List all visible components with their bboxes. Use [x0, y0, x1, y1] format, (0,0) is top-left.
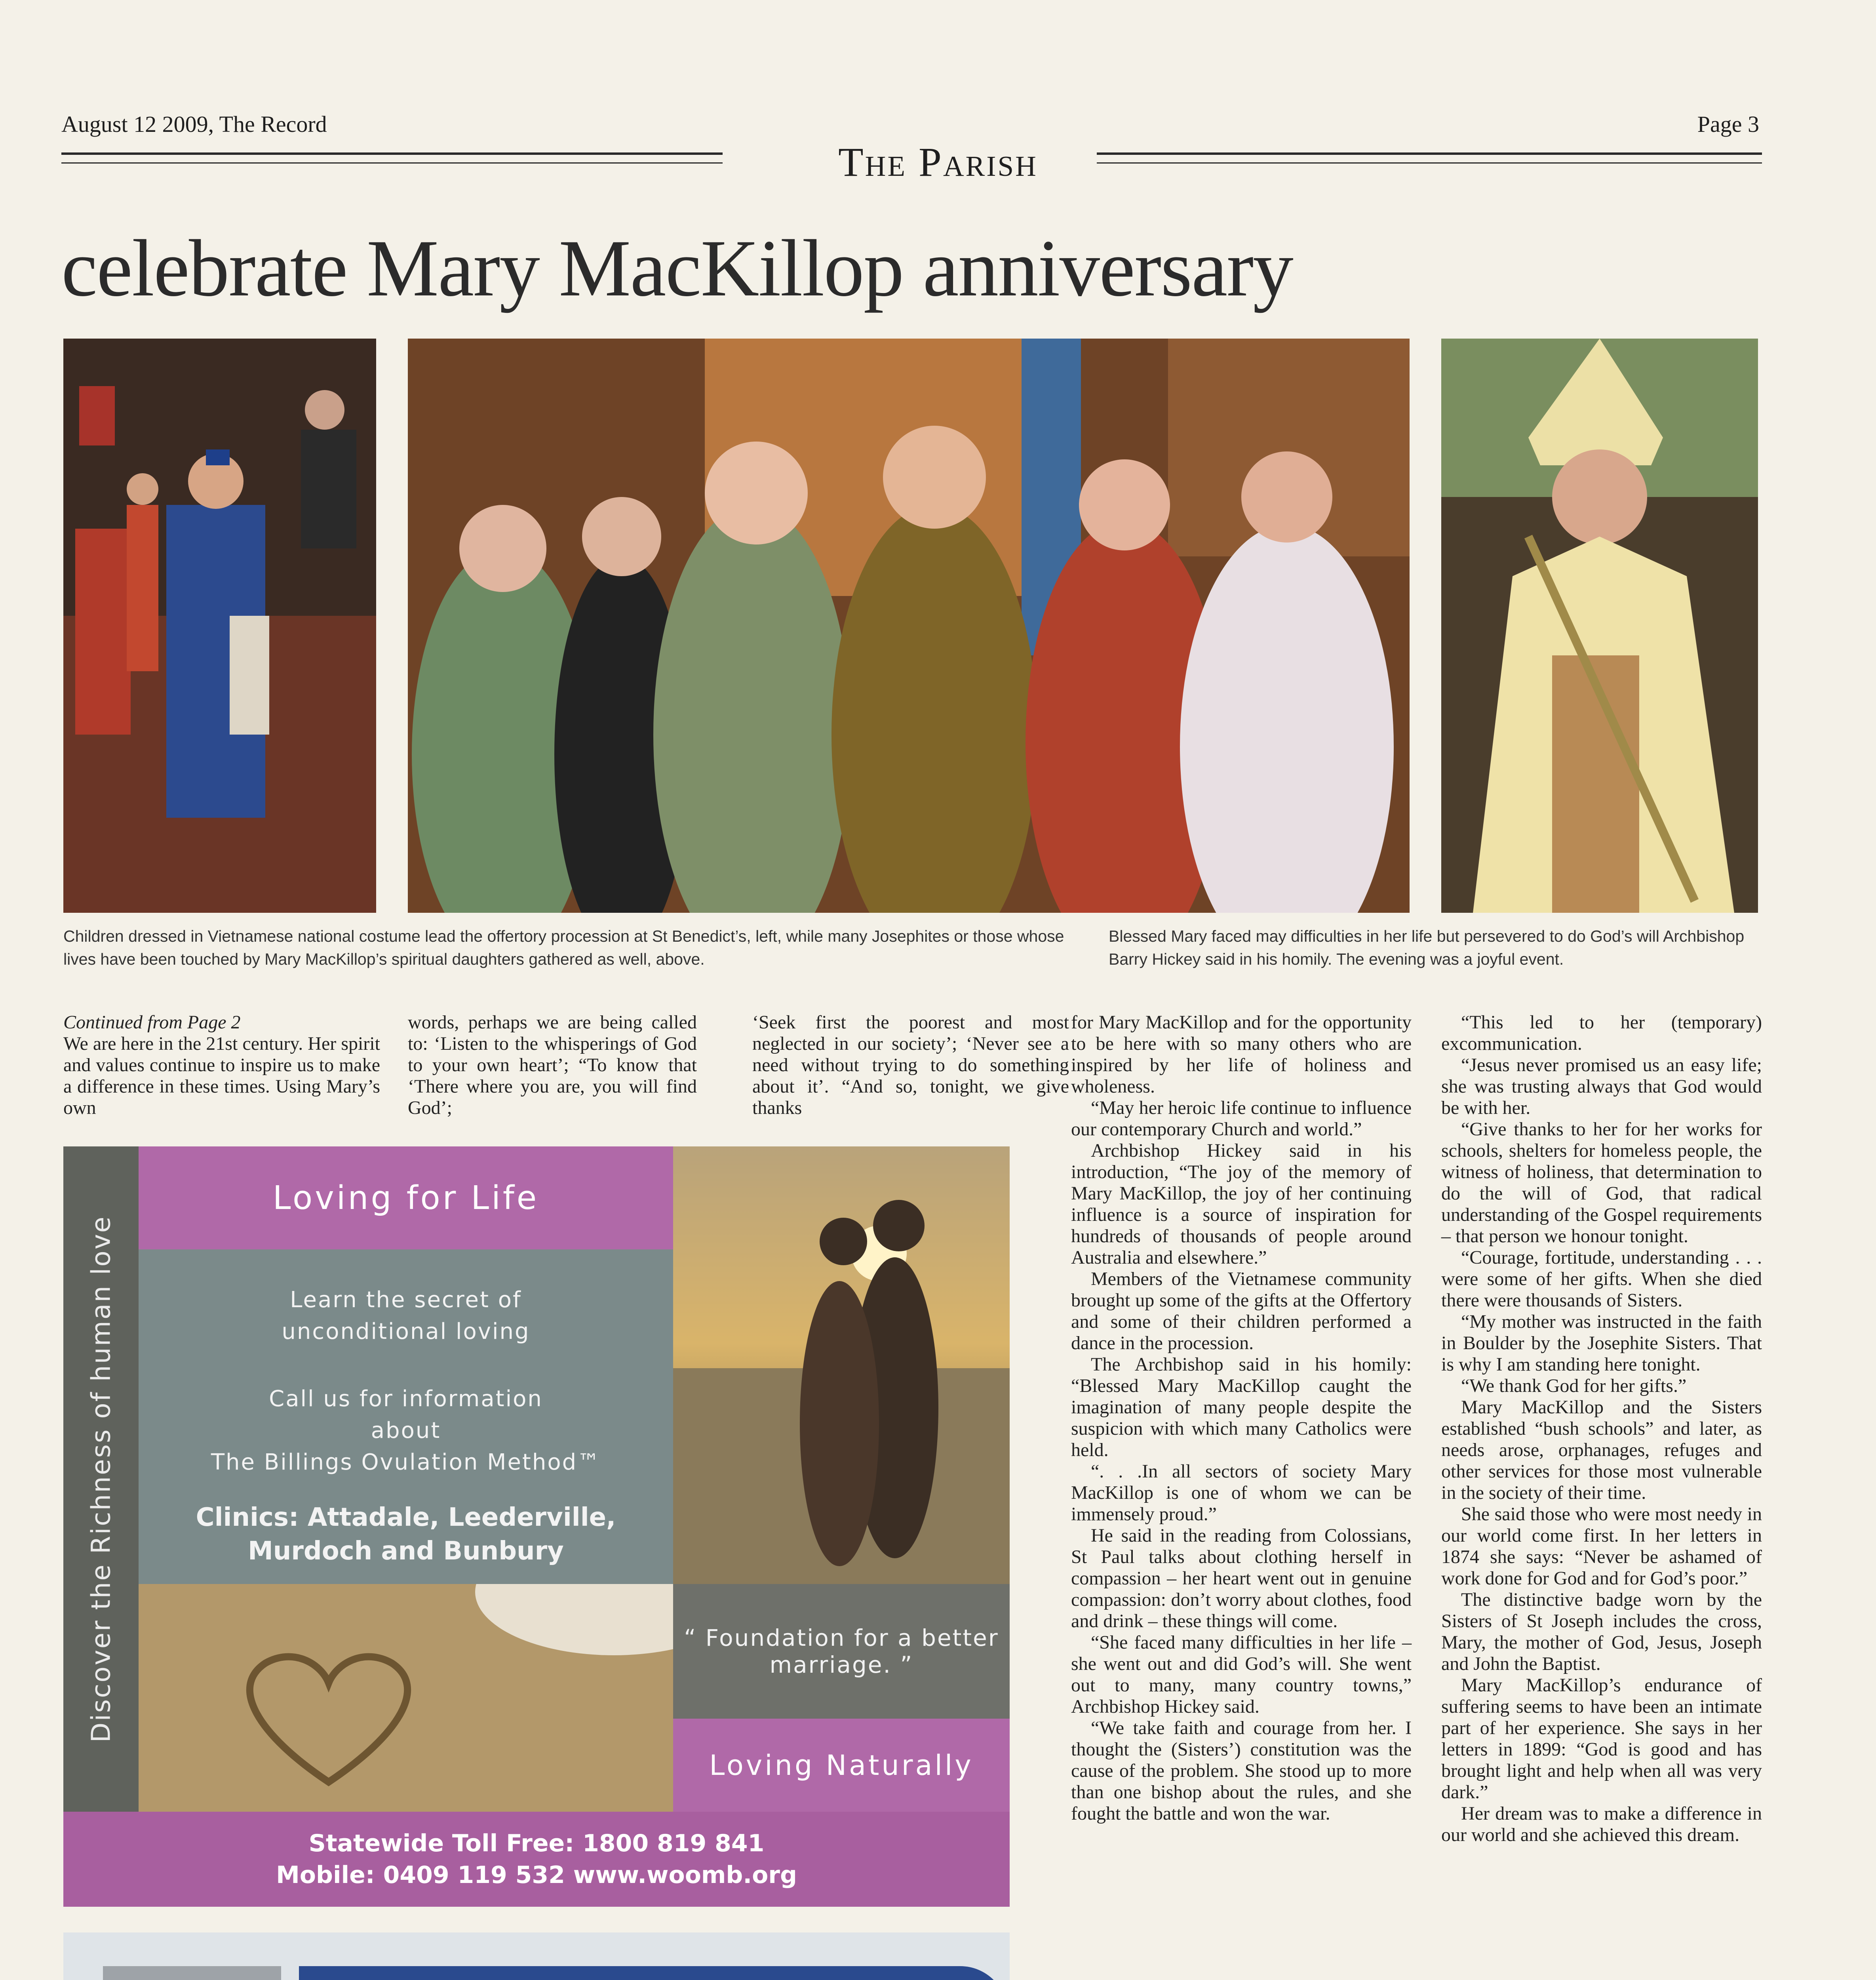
- caption-left: Children dressed in Vietnamese national costume lead the offertory procession at St Benedict’s, left, while many Josephites or those whose lives have been touched by Mary MacKillop’s spiritual daughters gathered as well, above.: [63, 927, 1064, 968]
- paragraph: for Mary MacKillop and for the opportunity to be here with so many others who are inspired by her life of holiness and wholeness.: [1071, 1012, 1412, 1097]
- continued-note: Continued from Page 2: [63, 1012, 241, 1033]
- paragraph: “This led to her (temporary) excommunication.: [1441, 1012, 1762, 1054]
- ad-woomb-call-1: Call us for information: [269, 1386, 543, 1412]
- paragraph: “. . .In all sectors of society Mary MacKillop is one of whom we can be immensely proud.”: [1071, 1461, 1412, 1525]
- ad-woomb-clinics-1: Clinics: Attadale, Leederville,: [196, 1503, 616, 1532]
- paragraph: The Archbishop said in his homily: “Blessed Mary MacKillop caught the imagination of many people despite the suspicion with which many Catholics were held.: [1071, 1354, 1412, 1460]
- section-title: The Parish: [838, 139, 1038, 185]
- paragraph: Archbishop Hickey said in his introduction, “The joy of the memory of Mary MacKillop, the joy of her continuing influence is a source of inspiration for hundreds of thousands of people around Australia and elsewhere.”: [1071, 1140, 1412, 1268]
- paragraph: The distinctive badge worn by the Sisters of St Joseph includes the cross, Mary, the mother of God, Jesus, Joseph and John the Baptist.: [1441, 1589, 1762, 1674]
- paragraph: Her dream was to make a difference in our world and she achieved this dream.: [1441, 1803, 1762, 1845]
- paragraph: “May her heroic life continue to influence our contemporary Church and world.”: [1071, 1097, 1412, 1140]
- ad-john-hughes: [63, 1932, 1010, 1980]
- caption-right: Blessed Mary faced may difficulties in her life but persevered to do God’s will Archbishop Barry Hickey said in his homily. The evening was a joyful event.: [1109, 927, 1745, 968]
- article-col-4: [1071, 1012, 1412, 1824]
- ad-woomb-call-2: about: [371, 1418, 441, 1443]
- paragraph: “We take faith and courage from her. I thought the (Sisters’) constitution was the cause of the problem. She stood up to more than one bishop about the rules, and she fought the battle and won the war.: [1071, 1717, 1412, 1824]
- photo-procession: [63, 339, 376, 913]
- ad-woomb-foundation: “ Foundation for a better marriage. ”: [673, 1584, 1010, 1719]
- ad-woomb-info-panel: [139, 1249, 673, 1584]
- paragraph: “We thank God for her gifts.”: [1461, 1375, 1687, 1396]
- paragraph: She said those who were most needy in our world come first. In her letters in 1874 she says: “Never be ashamed of work done for God and for God’s poor.”: [1441, 1504, 1762, 1589]
- paragraph: “My mother was instructed in the faith in Boulder by the Josephite Sisters. That is why I am standing here tonight.: [1441, 1311, 1762, 1375]
- ad-woomb-loving-naturally: Loving Naturally: [673, 1719, 1010, 1812]
- ad-woomb: [63, 1146, 1010, 1907]
- article-col-1-text: We are here in the 21st century. Her spirit and values continue to inspire us to make a difference in these times. Using Mary’s own: [63, 1033, 380, 1118]
- ad-woomb-loving-for-life: Loving for Life: [139, 1146, 673, 1249]
- paragraph: Mary MacKillop and the Sisters established “bush schools” and later, as needs arose, orphanages, refuges and other services for those most vulnerable in the society of their time.: [1441, 1397, 1762, 1503]
- article-col-5: [1441, 1012, 1762, 1846]
- article-col-1: [63, 1012, 380, 1119]
- paragraph: “Give thanks to her for her works for schools, shelters for homeless people, the witness of holiness, that determination to do the will of God, that radical understanding of the Gospel requirements – that person we honour tonight.: [1441, 1119, 1762, 1247]
- ad-woomb-sand-heart-image: [139, 1584, 673, 1812]
- ad-woomb-side-strip: [63, 1146, 139, 1812]
- photo-archbishop: [1441, 339, 1758, 913]
- ad-woomb-vertical-text: Discover the Richness of human love: [86, 1215, 116, 1743]
- paragraph: He said in the reading from Colossians, St Paul talks about clothing herself in compassion – her heart went out in genuine compassion: don’t worry about clothes, food and drink – these things will come.: [1071, 1525, 1412, 1632]
- ad-woomb-learn-1: Learn the secret of: [290, 1287, 522, 1313]
- paragraph: Members of the Vietnamese community brought up some of the gifts at the Offertory and some of their children performed a dance in the procession.: [1071, 1268, 1412, 1354]
- john-hughes-portrait: [103, 1966, 281, 1980]
- paragraph: Mary MacKillop’s endurance of suffering seems to have been an intimate part of her experience. She says in her letters in 1899: “God is good and has brought light and help when all was very dark.”: [1441, 1675, 1762, 1803]
- article-col-3: ‘Seek first the poorest and most neglected in our society’; ‘Never see a need without trying to do something about it’. “And so, tonight, we give thanks: [752, 1012, 1069, 1118]
- publication-date: August 12 2009, The Record: [61, 111, 327, 137]
- ad-woomb-call-3: The Billings Ovulation Method™: [211, 1449, 601, 1475]
- ad-woomb-learn-2: unconditional loving: [282, 1319, 530, 1344]
- article-col-2: words, perhaps we are being called to: ‘Listen to the whisperings of God to your own heart’; “To know that ‘There where you are, you will find God’;: [408, 1012, 697, 1118]
- ad-woomb-couple-image: [673, 1146, 1010, 1584]
- page-number: Page 3: [1697, 111, 1759, 137]
- ad-woomb-mobile: Mobile: 0409 119 532 www.woomb.org: [276, 1861, 797, 1889]
- ad-woomb-contact: [63, 1812, 1010, 1907]
- paragraph: “Jesus never promised us an easy life; she was trusting always that God would be with her.: [1441, 1055, 1762, 1118]
- ad-woomb-clinics-2: Murdoch and Bunbury: [248, 1536, 564, 1566]
- paragraph: “She faced many difficulties in her life – she went out and did God’s will. She went out to many, many country towns,” Archbishop Hickey said.: [1071, 1632, 1412, 1717]
- photo-group: [408, 339, 1410, 913]
- headline: celebrate Mary MacKillop anniversary: [61, 223, 1293, 313]
- ad-woomb-tollfree: Statewide Toll Free: 1800 819 841: [308, 1830, 765, 1857]
- john-hughes-banner: [299, 1966, 1008, 1980]
- paragraph: “Courage, fortitude, understanding . . . were some of her gifts. When she died there were thousands of Sisters.: [1441, 1247, 1762, 1311]
